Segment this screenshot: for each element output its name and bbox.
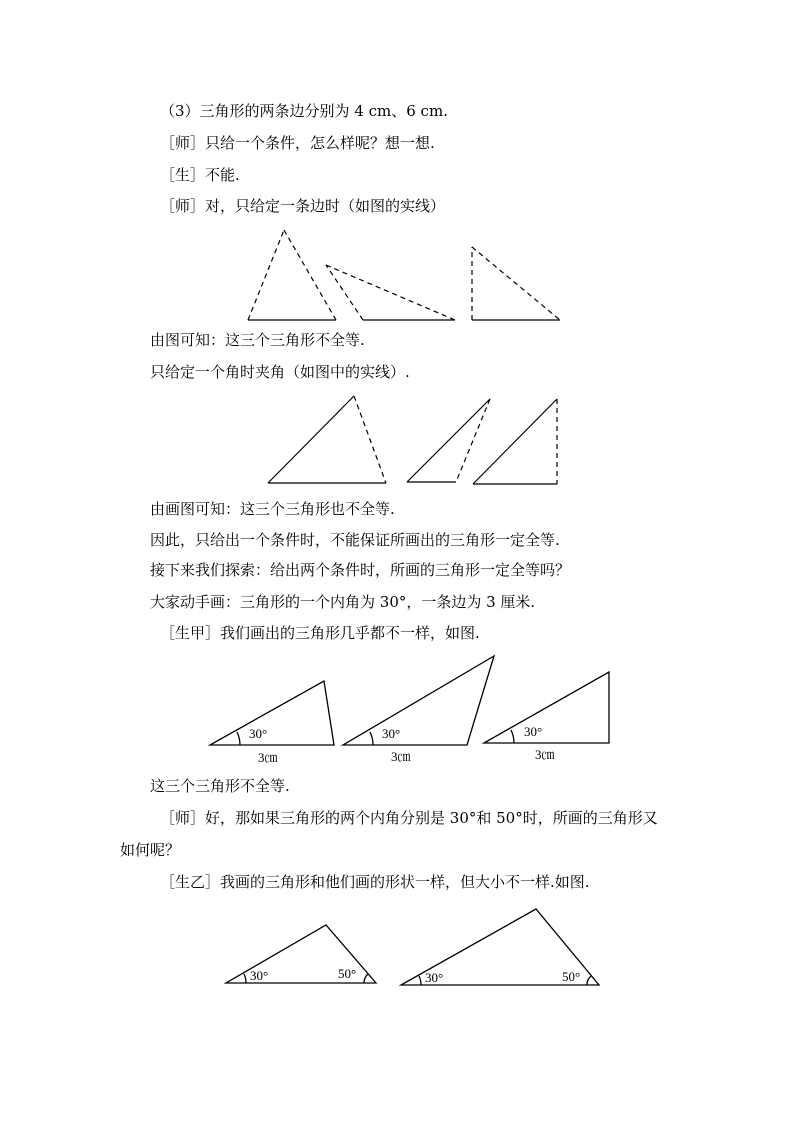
paragraph-one-angle: 只给定一个角时夹角（如图中的实线）. [150,363,410,381]
fig4-tri1-right-arc [364,974,368,983]
paragraph-student-answer: ［生］不能. [160,166,240,184]
paragraph-student-b: ［生乙］我画的三角形和他们画的形状一样，但大小不一样.如图. [160,873,590,891]
paragraph-conclusion-one-side: 由图可知：这三个三角形不全等. [150,331,365,349]
fig4-tri2-right-arc [587,976,591,985]
fig4-tri1-angle-50: 50° [338,966,357,981]
paragraph-teacher-one-side: ［师］对，只给定一条边时（如图的实线） [160,197,446,215]
fig4-tri1-angle-30: 30° [250,968,269,983]
fig3-tri2-side-label: 3㎝ [391,749,411,764]
fig3-tri3-angle-label: 30° [524,724,543,739]
paragraph-explore: 接下来我们探索：给出两个条件时，所画的三角形一定全等吗？ [150,561,571,579]
fig3-tri1-side-label: 3㎝ [258,750,278,765]
paragraph-student-a: ［生甲］我们画出的三角形几乎都不一样，如图. [160,624,480,642]
paragraph-teacher-two-angles-cont: 如何呢？ [120,841,181,859]
fig4-tri1-left-arc [244,974,246,983]
fig4-tri2-angle-50: 50° [562,969,581,984]
paragraph-condition-3: （3）三角形的两条边分别为 4 cm、6 cm. [160,102,448,120]
fig4-tri2-angle-30: 30° [425,970,444,985]
fig3-tri2-angle-label: 30° [382,726,401,741]
paragraph-teacher-question: ［师］只给一个条件，怎么样呢？想一想. [160,134,435,152]
fig3-tri1-angle-label: 30° [249,726,268,741]
paragraph-not-congruent: 这三个三角形不全等. [150,777,290,795]
paragraph-therefore: 因此，只给出一个条件时，不能保证所画出的三角形一定全等. [150,531,560,549]
paragraph-draw-task: 大家动手画：三角形的一个内角为 30°，一条边为 3 厘米. [150,593,536,611]
fig4-tri2-left-arc [419,976,421,985]
fig3-tri3-side-label: 3㎝ [535,747,555,762]
paragraph-conclusion-one-angle: 由画图可知：这三个三角形也不全等. [150,500,395,518]
paragraph-teacher-two-angles: ［师］好，那如果三角形的两个内角分别是 30°和 50°时，所画的三角形又 [160,809,658,827]
